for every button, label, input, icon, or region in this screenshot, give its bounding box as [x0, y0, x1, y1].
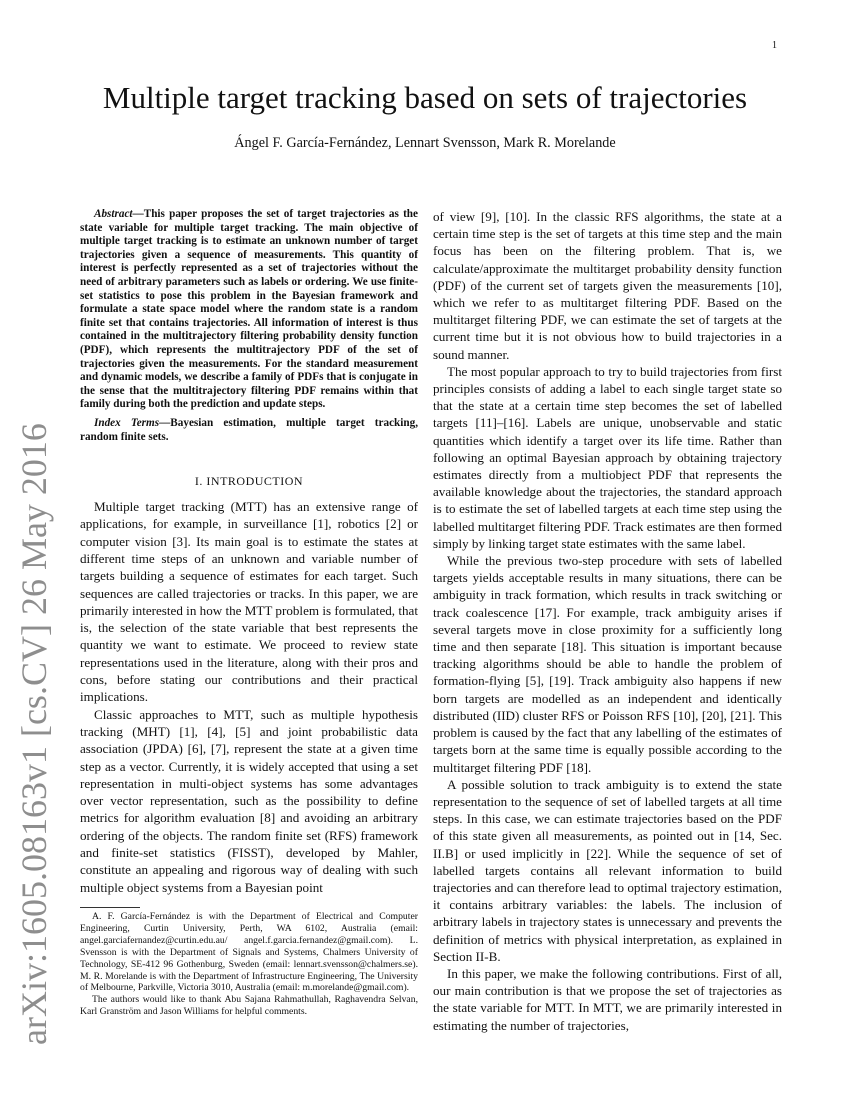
footnote-acknowledgements: The authors would like to thank Abu Sajana Rahmathullah, Raghavendra Selvan, Karl Granström and Jason Williams for helpful comments. [80, 994, 418, 1018]
abstract-text: —This paper proposes the set of target trajectories as the state variable for multiple target tracking. The main objective of multiple target tracking is to estimate an unknown number of target trajectories given a sequence of measurements. This quantity of interest is perfectly represented as a set of trajectories without the need of arbitrary parameters such as labels or ordering. We use finite-set statistics to pose this problem in the Bayesian framework and formulate a state space model where the random state is a random finite set that contains trajectories. All information of interest is thus contained in the multitrajectory filtering probability density function (PDF), which represents the multitrajectory PDF of the set of trajectories given the measurements. For the standard measurement and dynamic models, we describe a family of PDFs that is conjugate in the sense that the multitrajectory filtering PDF remains within that family during both the prediction and update steps. [80, 208, 418, 411]
left-column [80, 208, 418, 896]
body-paragraph: Classic approaches to MTT, such as multiple hypothesis tracking (MHT) [1], [4], [5] and joint probabilistic data association (JPDA) [6], [7], represent the state at a given time step as a vector. Currently, it is widely accepted that using a set representation in multi-object systems has some advantages over vector representation, such as the possibility to define metrics for algorithm evaluation [8] and avoiding an arbitrary ordering of the objects. The random finite set (RFS) framework and finite-set statistics (FISST), developed by Mahler, constitute an appealing and rigorous way of dealing with such multiple object systems from a Bayesian point [80, 706, 418, 895]
body-paragraph: of view [9], [10]. In the classic RFS algorithms, the state at a certain time step is the set of targets at this time step and the main focus has been on the filtering problem. That is, we calculate/approximate the multitarget probability density function (PDF) of the current set of targets given the measurements [10], which we refer to as multitarget filtering PDF. Based on the multitarget filtering PDF, we can estimate the set of targets at the current time but it is not obvious how to build trajectories in a sound manner. [433, 209, 782, 362]
arxiv-identifier-stamp: arXiv:1605.08163v1 [cs.CV] 26 May 2016 [14, 423, 54, 1045]
page-number: 1 [772, 40, 777, 51]
index-terms [80, 417, 418, 444]
author-list: Ángel F. García-Fernández, Lennart Svensson, Mark R. Morelande [234, 135, 616, 151]
footnotes [80, 911, 418, 1018]
body-paragraph: While the previous two-step procedure with sets of labelled targets yields acceptable results in many situations, there can be ambiguity in track formation, which results in track switching or track coalescence [17]. For example, track ambiguity arises if several targets move in close proximity for a sufficiently long time and then separate [18]. This situation is important because tracking algorithms should be able to handle the problem of formation-flying [5], [19]. Track ambiguity also happens if new born targets are modelled as an independent and identically distributed (IID) cluster RFS or Poisson RFS [10], [20], [21]. This problem is caused by the fact that any labelling of the estimates of targets born at the same time is equally possible according to the multitarget filtering PDF [18]. [433, 553, 782, 775]
body-paragraph: Multiple target tracking (MTT) has an extensive range of applications, for example, in surveillance [1], robotics [2] or computer vision [3]. Its main goal is to estimate the states at different time steps of an unknown and variable number of targets building a sequence of estimates for each target. Such sequences are called trajectories or tracks. In this paper, we are primarily interested in how the MTT problem is formulated, that is, the selection of the state variable that best represents the quantity we want to estimate. We proceed to review state representations used in the literature, along with their pros and cons, before stating our contributions and their practical implications. [80, 499, 418, 705]
body-paragraph: A possible solution to track ambiguity is to extend the state representation to the sequence of set of labelled targets at all time steps. In this case, we can estimate trajectories based on the PDF of this state given all measurements, as pointed out in [14, Sec. II.B] or used implicitly in [22]. While the sequence of set of labelled targets contains all relevant information to build trajectories and can therefore lead to optimal trajectory estimation, it contains arbitrary variables: the labels. The inclusion of arbitrary labels in trajectory states is unnecessary and prevents the definition of metrics with physical interpretation, as explained in Section II-B. [433, 776, 782, 964]
paper-title: Multiple target tracking based on sets of trajectories [102, 80, 748, 115]
footnote-divider [80, 907, 140, 908]
footnote-affiliations: A. F. García-Fernández is with the Department of Electrical and Computer Engineering, Curtin University, Perth, WA 6102, Australia (email: angel.garciafernandez@curtin.edu.au/ angel.f.garcia.fernandez@gmail.com). L. Svensson is with the Department of Signals and Systems, Chalmers University of Technology, SE-412 96 Gothenburg, Sweden (email: lennart.svensson@chalmers.se). M. R. Morelande is with the Department of Infrastructure Engineering, The University of Melbourne, Parkville, Victoria 3010, Australia (email: m.morelande@gmail.com). [80, 911, 418, 994]
abstract [80, 208, 418, 412]
body-paragraph: In this paper, we make the following contributions. First of all, our main contribution is that we propose the set of trajectories as the state variable for MTT. In MTT, we are primarily interested in estimating the number of trajectories, [433, 965, 782, 1033]
index-terms-label: Index Terms [94, 416, 160, 429]
right-column [433, 208, 782, 1034]
section-heading-introduction: I. INTRODUCTION [194, 474, 304, 489]
abstract-label: Abstract [94, 208, 133, 220]
body-paragraph: The most popular approach to try to build trajectories from first principles consists of adding a label to each single target state so that the state at a certain time step becomes the set of labelled targets [11]–[16]. Labels are unique, unobservable and static quantities which identify a target over its life time. Rather than following an optimal Bayesian approach by obtaining trajectory estimates directly from a multiobject PDF that represents the available knowledge about the trajectories, the standard approach is to estimate the set of labelled targets at each time step using the labelled multitarget filtering PDF. Track estimates are then formed simply by linking target state estimates with the same label. [433, 363, 782, 551]
index-terms-text: —Bayesian estimation, multiple target tracking, random finite sets. [80, 416, 418, 443]
